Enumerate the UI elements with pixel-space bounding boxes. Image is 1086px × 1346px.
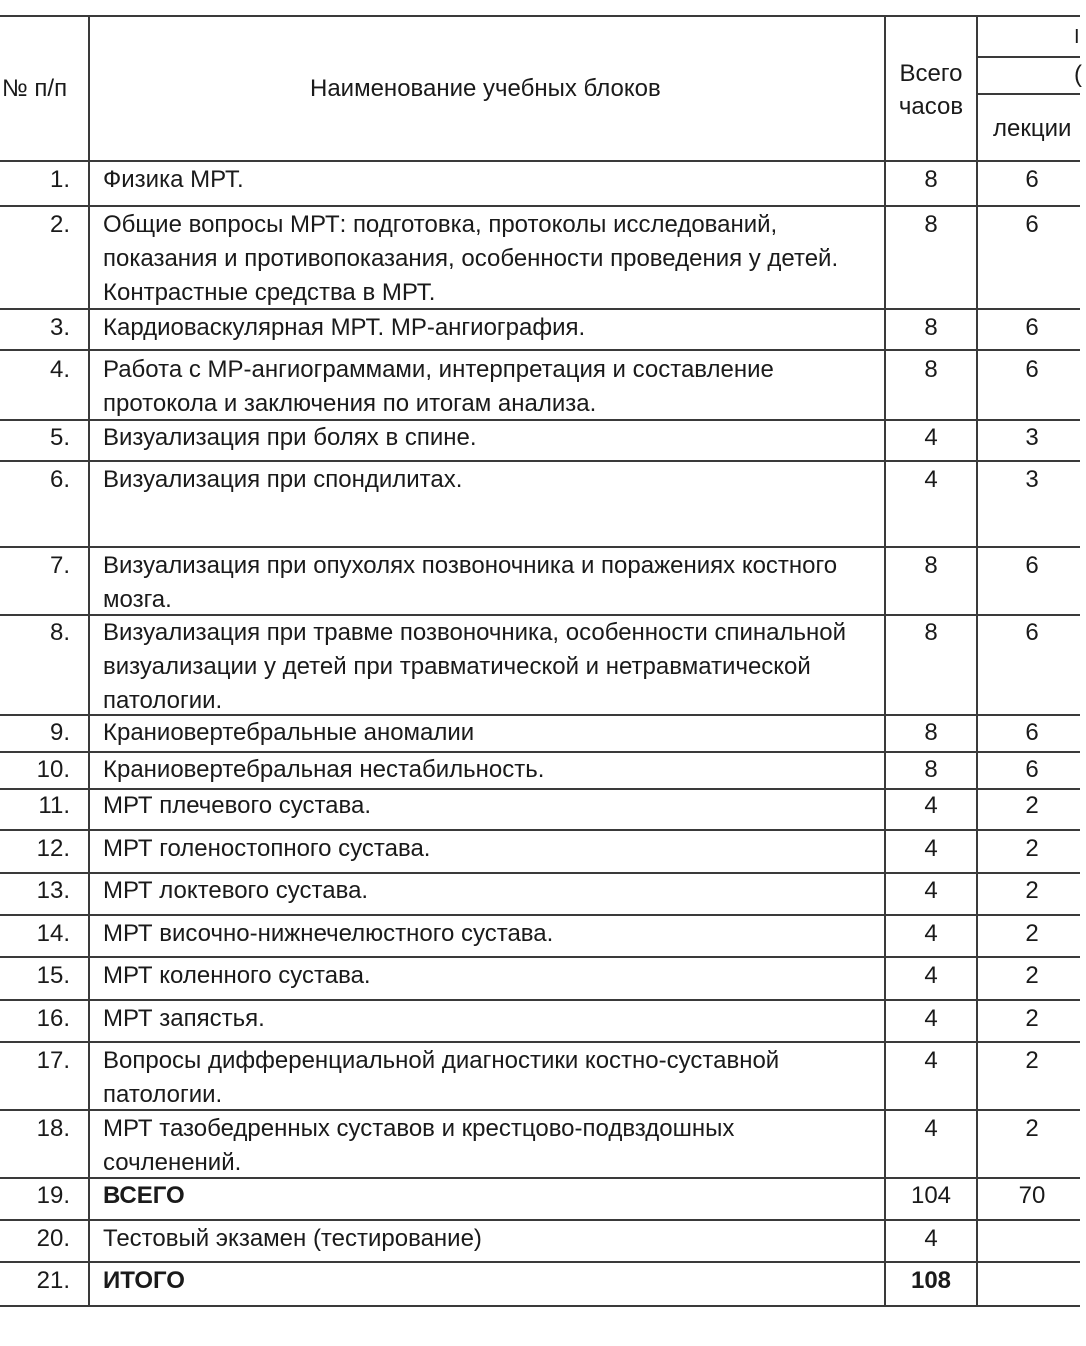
row-lectures: 6 bbox=[1025, 719, 1039, 746]
row-name: МРТ тазобедренных суставов и крестцово-подвздошных сочленений. bbox=[103, 1115, 735, 1176]
row-name: МРТ височно-нижнечелюстного сустава. bbox=[103, 920, 554, 947]
row-lectures: 3 bbox=[1025, 424, 1039, 451]
row-hours: 4 bbox=[924, 877, 938, 904]
row-name: Кардиоваскулярная МРТ. МР-ангиография. bbox=[103, 314, 586, 341]
row-hours-grand-total: 108 bbox=[910, 1267, 952, 1294]
row-lectures: 6 bbox=[1025, 314, 1039, 341]
row-lectures: 6 bbox=[1025, 552, 1039, 579]
row-lectures: 6 bbox=[1025, 166, 1039, 193]
table-bottom-border bbox=[0, 1305, 1080, 1307]
row-name-grand-total: ИТОГО bbox=[103, 1267, 185, 1294]
row-lectures: 2 bbox=[1025, 1005, 1039, 1032]
table-top-border bbox=[0, 15, 1080, 17]
row-hours: 8 bbox=[924, 356, 938, 383]
row-name: Тестовый экзамен (тестирование) bbox=[103, 1225, 482, 1252]
row-divider bbox=[0, 1041, 1080, 1043]
row-lectures: 2 bbox=[1025, 920, 1039, 947]
row-number: 9. bbox=[49, 719, 70, 746]
row-name: МРТ локтевого сустава. bbox=[103, 877, 369, 904]
row-divider bbox=[0, 349, 1080, 351]
header-bottom-border bbox=[0, 160, 1080, 162]
row-name: МРТ коленного сустава. bbox=[103, 962, 371, 989]
header-partial-2: ( bbox=[1074, 61, 1082, 88]
row-number: 13. bbox=[36, 877, 70, 904]
row-number: 16. bbox=[36, 1005, 70, 1032]
row-hours: 104 bbox=[910, 1182, 952, 1209]
row-number: 21. bbox=[36, 1267, 70, 1294]
row-divider bbox=[0, 956, 1080, 958]
row-name: Физика МРТ. bbox=[103, 166, 244, 193]
row-lectures: 2 bbox=[1025, 877, 1039, 904]
row-name: Визуализация при травме позвоночника, особенности спинальной визуализации у детей при травматической и нетравматической патологии. bbox=[103, 619, 846, 714]
header-hours-line1: Всего bbox=[899, 60, 963, 87]
row-number: 11. bbox=[38, 792, 70, 819]
header-partial-1: І bbox=[1074, 26, 1080, 48]
row-number: 4. bbox=[49, 356, 70, 383]
row-number: 10. bbox=[36, 756, 70, 783]
row-name: Общие вопросы МРТ: подготовка, протоколы исследований, показания и противопоказания, особенности проведения у детей. Контрастные средства в МРТ. bbox=[103, 211, 839, 306]
row-number: 17. bbox=[36, 1047, 70, 1074]
row-hours: 4 bbox=[924, 835, 938, 862]
row-name: МРТ плечевого сустава. bbox=[103, 792, 372, 819]
row-lectures: 6 bbox=[1025, 211, 1039, 238]
row-hours: 4 bbox=[924, 920, 938, 947]
header-num: № п/п bbox=[2, 75, 68, 102]
row-hours: 8 bbox=[924, 619, 938, 646]
row-lectures: 2 bbox=[1025, 1047, 1039, 1074]
row-name: МРТ запястья. bbox=[103, 1005, 265, 1032]
row-divider bbox=[0, 1261, 1080, 1263]
row-name: Визуализация при опухолях позвоночника и поражениях костного мозга. bbox=[103, 552, 838, 613]
row-lectures: 3 bbox=[1025, 466, 1039, 493]
row-lectures: 70 bbox=[1018, 1182, 1046, 1209]
row-name: Визуализация при спондилитах. bbox=[103, 466, 463, 493]
header-subline-1 bbox=[978, 56, 1080, 58]
row-divider bbox=[0, 1219, 1080, 1221]
row-lectures: 2 bbox=[1025, 962, 1039, 989]
row-lectures: 6 bbox=[1025, 619, 1039, 646]
row-number: 20. bbox=[36, 1225, 70, 1252]
row-number: 19. bbox=[36, 1182, 70, 1209]
row-hours: 8 bbox=[924, 211, 938, 238]
row-hours: 4 bbox=[924, 1225, 938, 1252]
row-number: 7. bbox=[49, 552, 70, 579]
row-hours: 8 bbox=[924, 552, 938, 579]
row-lectures: 2 bbox=[1025, 835, 1039, 862]
row-hours: 8 bbox=[924, 719, 938, 746]
row-number: 8. bbox=[49, 619, 70, 646]
header-lectures: лекции bbox=[993, 115, 1072, 142]
row-divider bbox=[0, 999, 1080, 1001]
row-hours: 8 bbox=[924, 166, 938, 193]
row-lectures: 2 bbox=[1025, 1115, 1039, 1142]
row-lectures: 2 bbox=[1025, 792, 1039, 819]
row-number: 3. bbox=[49, 314, 70, 341]
column-divider-num bbox=[88, 15, 90, 1307]
row-number: 15. bbox=[36, 962, 70, 989]
row-name: Краниовертебральная нестабильность. bbox=[103, 756, 545, 783]
row-divider bbox=[0, 460, 1080, 462]
row-name: Визуализация при болях в спине. bbox=[103, 424, 477, 451]
row-hours: 4 bbox=[924, 466, 938, 493]
row-divider bbox=[0, 546, 1080, 548]
row-hours: 4 bbox=[924, 1047, 938, 1074]
row-hours: 4 bbox=[924, 424, 938, 451]
row-number: 14. bbox=[36, 920, 70, 947]
row-hours: 4 bbox=[924, 1005, 938, 1032]
row-divider bbox=[0, 829, 1080, 831]
row-divider bbox=[0, 205, 1080, 207]
row-hours: 4 bbox=[924, 962, 938, 989]
header-hours-line2: часов bbox=[898, 93, 964, 120]
header-subline-2 bbox=[978, 93, 1080, 95]
row-hours: 8 bbox=[924, 756, 938, 783]
row-number: 5. bbox=[49, 424, 70, 451]
row-hours: 4 bbox=[924, 792, 938, 819]
header-name: Наименование учебных блоков bbox=[310, 75, 661, 102]
row-number: 2. bbox=[49, 211, 70, 238]
row-lectures: 6 bbox=[1025, 356, 1039, 383]
row-number: 1. bbox=[49, 166, 70, 193]
row-name: МРТ голеностопного сустава. bbox=[103, 835, 431, 862]
row-number: 6. bbox=[49, 466, 70, 493]
row-hours: 8 bbox=[924, 314, 938, 341]
row-number: 12. bbox=[36, 835, 70, 862]
row-name: Работа с МР-ангиограммами, интерпретация и составление протокола и заключения по итогам анализа. bbox=[103, 356, 774, 417]
row-name: Вопросы дифференциальной диагностики костно-суставной патологии. bbox=[103, 1047, 780, 1108]
row-name: Краниовертебральные аномалии bbox=[103, 719, 475, 746]
row-number: 18. bbox=[36, 1115, 70, 1142]
row-lectures: 6 bbox=[1025, 756, 1039, 783]
row-divider bbox=[0, 914, 1080, 916]
row-name-total: ВСЕГО bbox=[103, 1182, 185, 1209]
row-hours: 4 bbox=[924, 1115, 938, 1142]
